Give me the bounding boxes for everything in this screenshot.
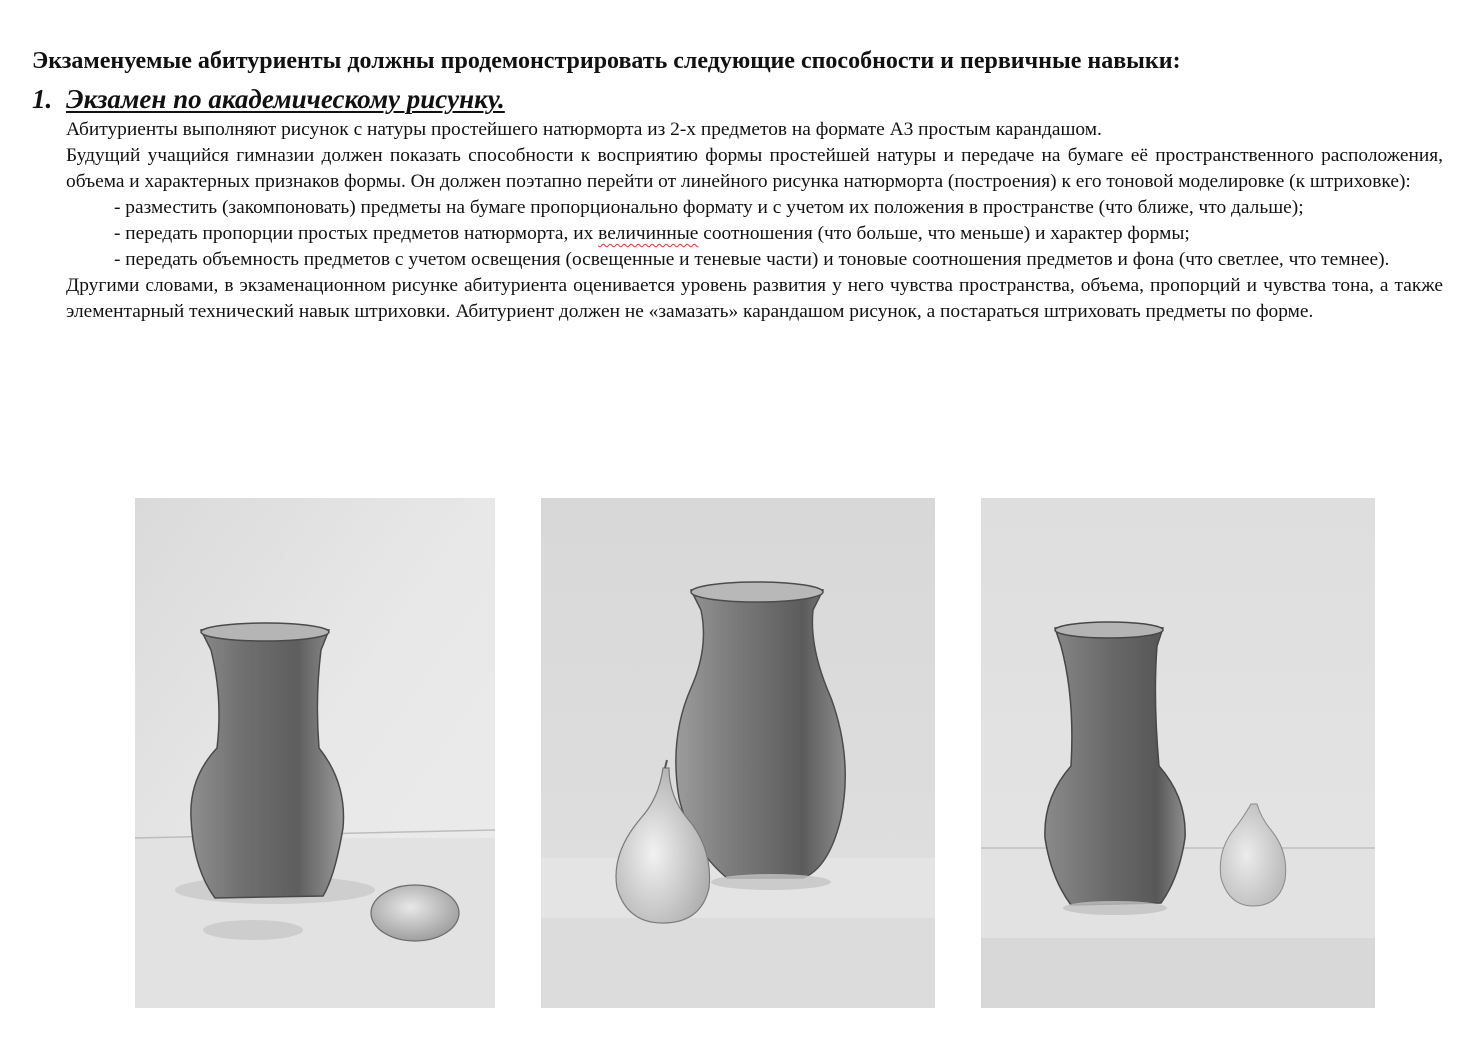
paragraph-summary: Другими словами, в экзаменационном рисунке абитуриента оценивается уровень развития у него чувства пространства, объема, пропорций и чувства тона, а также элементарный технический навык штриховки. Абитуриент должен не «замазать» карандашом рисунок, а постараться штриховать предметы по форме. [66,275,1443,322]
requirements-list [66,195,1443,273]
drawing-jug-pear [541,498,935,1008]
list-item: - разместить (закомпоновать) предметы на бумаге пропорционально формату и с учетом их положения в пространстве (что ближе, что дальше); [114,197,1304,218]
list-item-text: соотношения (что больше, что меньше) и характер формы; [698,223,1190,244]
spellcheck-marked-word: величинные [598,223,699,244]
section-title [32,84,505,115]
drawing-jug-pear-2 [981,498,1375,1008]
section-title-text: Экзамен по академическому рисунку. [66,84,505,114]
list-item [114,221,1443,247]
paragraph-intro: Абитуриенты выполняют рисунок с натуры простейшего натюрморта из 2-х предметов на формате А3 простым карандашом. [66,119,1102,140]
drawing-jug-pear-2-svg [981,498,1375,1008]
drawing-jug-pear-svg [541,498,935,1008]
page-heading: Экзаменуемые абитуриенты должны продемонстрировать следующие способности и первичные навыки: [32,48,1181,74]
list-item-text: - передать пропорции простых предметов натюрморта, их [114,223,599,244]
list-item: - передать объемность предметов с учетом освещения (освещенные и теневые части) и тоновые соотношения предметов и фона (что светлее, что темнее). [114,249,1390,270]
body-text [66,117,1443,325]
paragraph-requirements: Будущий учащийся гимназии должен показать способности к восприятию формы простейшей натуры и передаче на бумаге её пространственного расположения, объема и характерных признаков формы. Он должен поэтапно перейти от линейного рисунка натюрморта (построения) к его тоновой моделировке (к штриховке): [66,145,1443,192]
section-number: 1. [32,84,53,114]
drawing-jug-lemon-svg [135,498,495,1008]
drawing-jug-lemon [135,498,495,1008]
